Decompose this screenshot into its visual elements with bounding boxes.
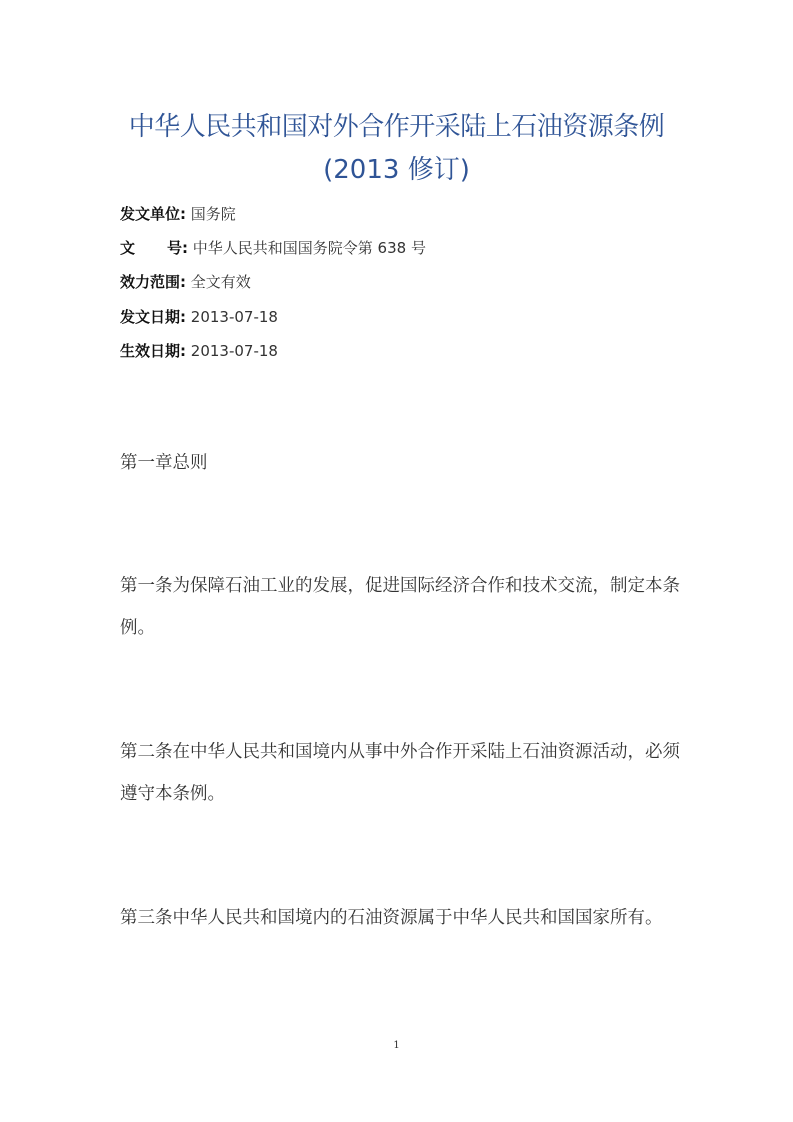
article-2: 第二条在中华人民共和国境内从事中外合作开采陆上石油资源活动，必须遵守本条例。 — [120, 742, 680, 804]
meta-issue-date-label: 发文日期: — [120, 308, 187, 326]
meta-effective-date-label: 生效日期: — [120, 342, 187, 360]
meta-docno-value: 中华人民共和国国务院令第 638 号 — [192, 239, 426, 257]
meta-issuer-label: 发文单位: — [120, 205, 187, 223]
meta-docno-label: 文 号: — [120, 239, 188, 257]
article-3: 第三条中华人民共和国境内的石油资源属于中华人民共和国国家所有。 — [120, 908, 663, 928]
meta-issue-date — [120, 306, 278, 327]
chapter-heading: 第一章总则 — [120, 453, 208, 473]
meta-issuer — [120, 203, 236, 224]
document-title: 中华人民共和国对外合作开采陆上石油资源条例 — [128, 112, 665, 142]
meta-docno — [120, 237, 426, 258]
meta-scope — [120, 271, 251, 292]
page-number: 1 — [393, 1040, 400, 1051]
meta-scope-value: 全文有效 — [190, 273, 251, 291]
meta-issue-date-value: 2013-07-18 — [190, 308, 278, 326]
meta-scope-label: 效力范围: — [120, 273, 187, 291]
meta-effective-date — [120, 340, 278, 361]
document-subtitle: (2013 修订) — [323, 155, 470, 185]
meta-effective-date-value: 2013-07-18 — [190, 342, 278, 360]
article-1: 第一条为保障石油工业的发展，促进国际经济合作和技术交流，制定本条例。 — [120, 576, 680, 638]
meta-issuer-value: 国务院 — [190, 205, 236, 223]
